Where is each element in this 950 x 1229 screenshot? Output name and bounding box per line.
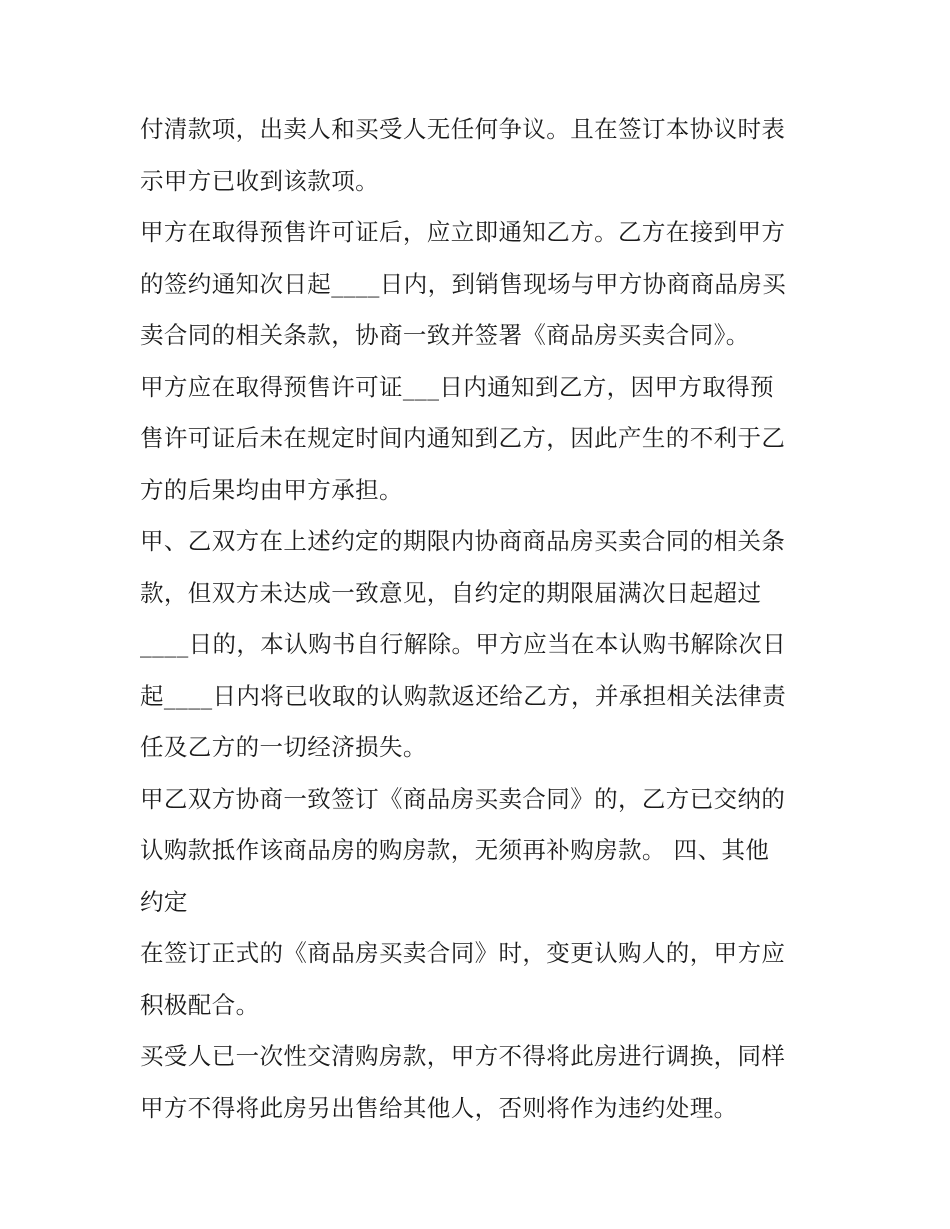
text-line: 起____日内将已收取的认购款返还给乙方，并承担相关法律责	[140, 681, 787, 710]
contract-text	[140, 104, 820, 1134]
text-line: ____日的，本认购书自行解除。甲方应当在本认购书解除次日	[140, 630, 787, 658]
text-line: 积极配合。	[140, 990, 260, 1019]
text-line: 甲乙双方协商一致签订《商品房买卖合同》的，乙方已交纳的	[140, 784, 786, 813]
text-line: 甲方应在取得预售许可证___日内通知到乙方，因甲方取得预	[140, 372, 774, 401]
text-line: 方的后果均由甲方承担。	[140, 475, 403, 504]
text-line: 约定	[140, 887, 188, 916]
text-line: 款，但双方未达成一致意见，自约定的期限届满次日起超过	[140, 578, 762, 607]
text-line: 任及乙方的一切经济损失。	[140, 733, 427, 761]
text-line: 示甲方已收到该款项。	[140, 166, 379, 195]
text-line: 付清款项，出卖人和买受人无任何争议。且在签订本协议时表	[140, 115, 786, 143]
text-line: 甲、乙双方在上述约定的期限内协商商品房买卖合同的相关条	[140, 527, 786, 555]
text-line: 的签约通知次日起____日内，到销售现场与甲方协商商品房买	[140, 269, 787, 298]
text-line: 卖合同的相关条款，协商一致并签署《商品房买卖合同》。	[140, 321, 750, 349]
text-line: 甲方不得将此房另出售给其他人，否则将作为违约处理。	[140, 1093, 738, 1122]
text-line: 甲方在取得预售许可证后，应立即通知乙方。乙方在接到甲方	[140, 218, 786, 246]
text-line: 在签订正式的《商品房买卖合同》时，变更认购人的，甲方应	[140, 939, 786, 967]
text-line: 售许可证后未在规定时间内通知到乙方，因此产生的不利于乙	[140, 424, 786, 452]
text-line: 买受人已一次性交清购房款，甲方不得将此房进行调换，同样	[140, 1042, 786, 1070]
text-line: 认购款抵作该商品房的购房款，无须再补购房款。 四、其他	[140, 836, 770, 864]
